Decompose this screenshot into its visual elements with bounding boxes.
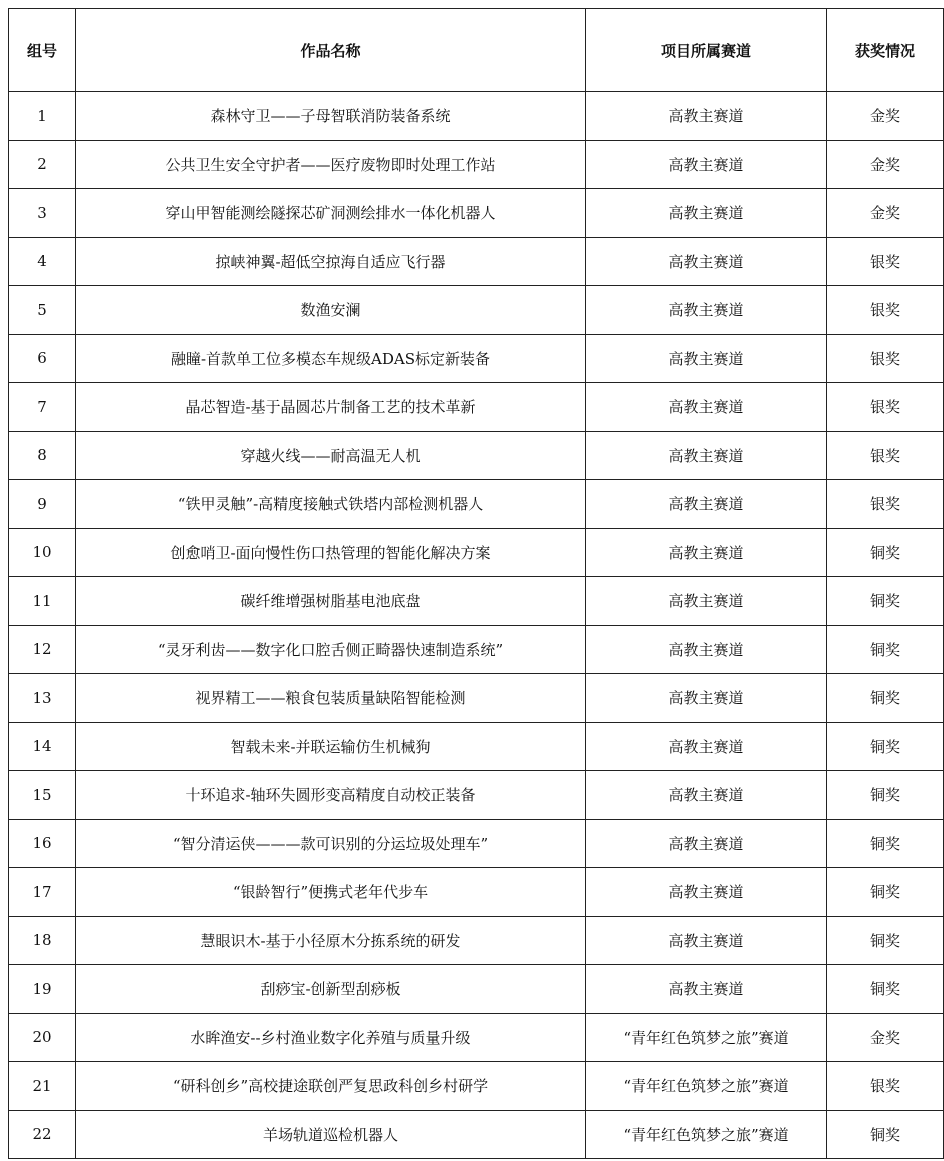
track-cell: 高教主赛道 [586, 92, 827, 141]
project-name-cell: 创愈哨卫-面向慢性伤口热管理的智能化解决方案 [76, 528, 586, 577]
table-row [9, 334, 944, 383]
project-name-cell: 穿越火线——耐高温无人机 [76, 431, 586, 480]
project-name-cell: 森林守卫——子母智联消防装备系统 [76, 92, 586, 141]
track-cell: “青年红色筑梦之旅”赛道 [586, 1062, 827, 1111]
table-row [9, 577, 944, 626]
row-number-cell: 18 [9, 916, 76, 965]
project-name-cell: 智载未来-并联运输仿生机械狗 [76, 722, 586, 771]
award-cell: 铜奖 [827, 819, 944, 868]
header-track: 项目所属赛道 [586, 9, 827, 92]
award-cell: 铜奖 [827, 674, 944, 723]
award-cell: 金奖 [827, 1013, 944, 1062]
track-cell: 高教主赛道 [586, 480, 827, 529]
track-cell: 高教主赛道 [586, 528, 827, 577]
table-row [9, 771, 944, 820]
track-cell: 高教主赛道 [586, 383, 827, 432]
award-cell: 铜奖 [827, 577, 944, 626]
table-row [9, 92, 944, 141]
row-number-cell: 11 [9, 577, 76, 626]
award-cell: 铜奖 [827, 868, 944, 917]
table-row [9, 431, 944, 480]
track-cell: 高教主赛道 [586, 431, 827, 480]
table-row [9, 625, 944, 674]
row-number-cell: 14 [9, 722, 76, 771]
row-number-cell: 16 [9, 819, 76, 868]
project-name-cell: 水眸渔安--乡村渔业数字化养殖与质量升级 [76, 1013, 586, 1062]
track-cell: “青年红色筑梦之旅”赛道 [586, 1110, 827, 1159]
project-name-cell: 融瞳-首款单工位多模态车规级ADAS标定新装备 [76, 334, 586, 383]
table-row [9, 1013, 944, 1062]
row-number-cell: 10 [9, 528, 76, 577]
table-row [9, 674, 944, 723]
track-cell: 高教主赛道 [586, 189, 827, 238]
table-row [9, 189, 944, 238]
header-project-name: 作品名称 [76, 9, 586, 92]
table-header [9, 9, 944, 92]
header-award: 获奖情况 [827, 9, 944, 92]
table-row [9, 528, 944, 577]
row-number-cell: 6 [9, 334, 76, 383]
track-cell: 高教主赛道 [586, 674, 827, 723]
row-number-cell: 8 [9, 431, 76, 480]
track-cell: 高教主赛道 [586, 334, 827, 383]
award-cell: 银奖 [827, 334, 944, 383]
award-cell: 铜奖 [827, 771, 944, 820]
row-number-cell: 7 [9, 383, 76, 432]
table-row [9, 819, 944, 868]
track-cell: 高教主赛道 [586, 965, 827, 1014]
project-name-cell: “灵牙利齿——数字化口腔舌侧正畸器快速制造系统” [76, 625, 586, 674]
row-number-cell: 20 [9, 1013, 76, 1062]
award-cell: 铜奖 [827, 916, 944, 965]
project-name-cell: “银龄智行”便携式老年代步车 [76, 868, 586, 917]
track-cell: “青年红色筑梦之旅”赛道 [586, 1013, 827, 1062]
project-name-cell: 刮痧宝-创新型刮痧板 [76, 965, 586, 1014]
track-cell: 高教主赛道 [586, 237, 827, 286]
table-body [9, 92, 944, 1159]
track-cell: 高教主赛道 [586, 916, 827, 965]
table-row [9, 1062, 944, 1111]
project-name-cell: “智分清运侠———款可识别的分运垃圾处理车” [76, 819, 586, 868]
header-row [9, 9, 944, 92]
award-cell: 金奖 [827, 189, 944, 238]
project-name-cell: 公共卫生安全守护者——医疗废物即时处理工作站 [76, 140, 586, 189]
row-number-cell: 5 [9, 286, 76, 335]
table-row [9, 965, 944, 1014]
award-cell: 铜奖 [827, 528, 944, 577]
track-cell: 高教主赛道 [586, 771, 827, 820]
table-row [9, 140, 944, 189]
project-name-cell: 晶芯智造-基于晶圆芯片制备工艺的技术革新 [76, 383, 586, 432]
table-row [9, 383, 944, 432]
award-cell: 铜奖 [827, 965, 944, 1014]
row-number-cell: 2 [9, 140, 76, 189]
award-cell: 银奖 [827, 237, 944, 286]
row-number-cell: 12 [9, 625, 76, 674]
table-row [9, 722, 944, 771]
track-cell: 高教主赛道 [586, 819, 827, 868]
table-row [9, 916, 944, 965]
project-name-cell: 穿山甲智能测绘隧探芯矿洞测绘排水一体化机器人 [76, 189, 586, 238]
row-number-cell: 1 [9, 92, 76, 141]
award-cell: 金奖 [827, 140, 944, 189]
project-name-cell: “研科创乡”高校捷途联创严复思政科创乡村研学 [76, 1062, 586, 1111]
award-cell: 铜奖 [827, 722, 944, 771]
table-row [9, 1110, 944, 1159]
project-name-cell: 视界精工——粮食包装质量缺陷智能检测 [76, 674, 586, 723]
table-row [9, 237, 944, 286]
track-cell: 高教主赛道 [586, 286, 827, 335]
awards-table [8, 8, 944, 1159]
track-cell: 高教主赛道 [586, 722, 827, 771]
project-name-cell: 掠峡神翼-超低空掠海自适应飞行器 [76, 237, 586, 286]
track-cell: 高教主赛道 [586, 140, 827, 189]
award-cell: 铜奖 [827, 1110, 944, 1159]
row-number-cell: 22 [9, 1110, 76, 1159]
row-number-cell: 17 [9, 868, 76, 917]
project-name-cell: 碳纤维增强树脂基电池底盘 [76, 577, 586, 626]
track-cell: 高教主赛道 [586, 868, 827, 917]
row-number-cell: 3 [9, 189, 76, 238]
project-name-cell: 羊场轨道巡检机器人 [76, 1110, 586, 1159]
award-cell: 银奖 [827, 1062, 944, 1111]
row-number-cell: 21 [9, 1062, 76, 1111]
award-cell: 银奖 [827, 431, 944, 480]
row-number-cell: 4 [9, 237, 76, 286]
award-cell: 金奖 [827, 92, 944, 141]
table-row [9, 480, 944, 529]
project-name-cell: 慧眼识木-基于小径原木分拣系统的研发 [76, 916, 586, 965]
row-number-cell: 15 [9, 771, 76, 820]
award-cell: 银奖 [827, 480, 944, 529]
project-name-cell: “铁甲灵触”-高精度接触式铁塔内部检测机器人 [76, 480, 586, 529]
award-cell: 银奖 [827, 286, 944, 335]
row-number-cell: 9 [9, 480, 76, 529]
table-row [9, 286, 944, 335]
project-name-cell: 十环追求-轴环失圆形变高精度自动校正装备 [76, 771, 586, 820]
table-row [9, 868, 944, 917]
award-cell: 铜奖 [827, 625, 944, 674]
project-name-cell: 数渔安澜 [76, 286, 586, 335]
header-group-number: 组号 [9, 9, 76, 92]
award-cell: 银奖 [827, 383, 944, 432]
track-cell: 高教主赛道 [586, 577, 827, 626]
row-number-cell: 13 [9, 674, 76, 723]
row-number-cell: 19 [9, 965, 76, 1014]
track-cell: 高教主赛道 [586, 625, 827, 674]
